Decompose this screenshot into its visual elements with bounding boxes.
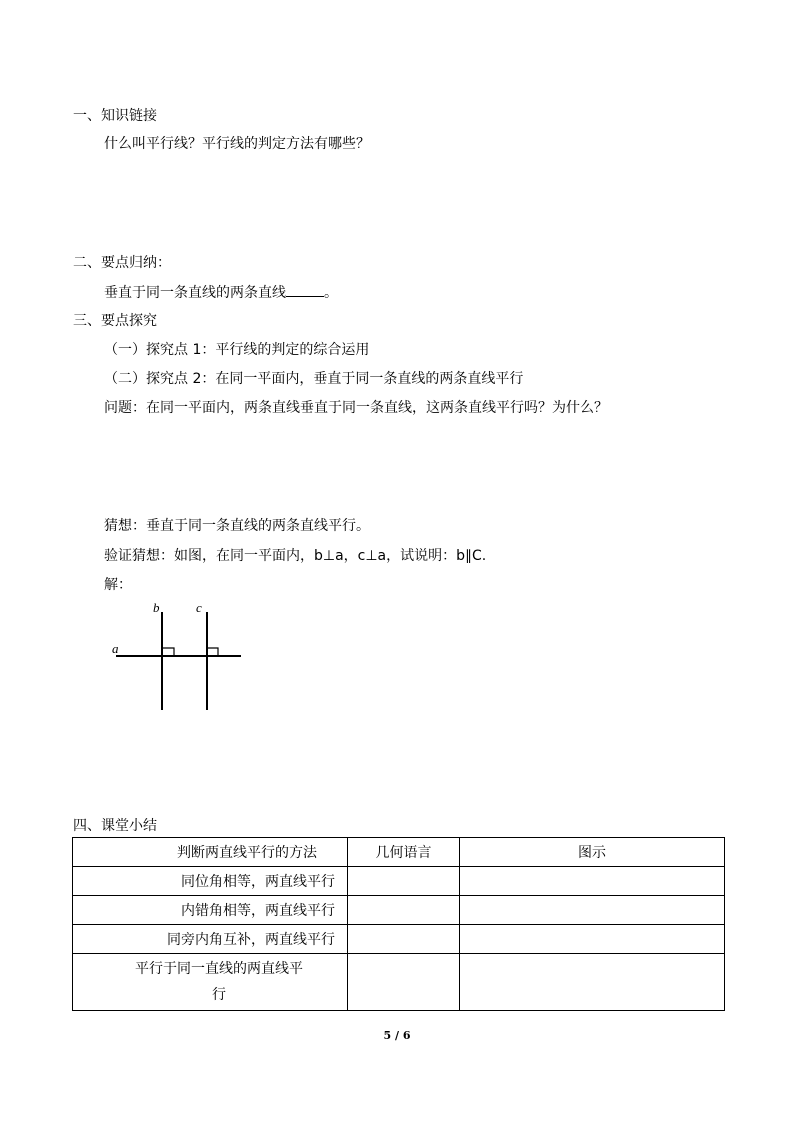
table-row <box>73 867 725 896</box>
diagram-cell[interactable] <box>460 867 725 896</box>
section2-heading: 二、要点归纳： <box>73 255 171 271</box>
label-a: a <box>112 641 119 656</box>
method-cell <box>73 954 348 1011</box>
section4-heading: 四、课堂小结 <box>73 818 157 834</box>
method-cell: 同位角相等，两直线平行 <box>73 867 348 896</box>
diagram-cell[interactable] <box>460 896 725 925</box>
table-header-row <box>73 838 725 867</box>
label-b: b <box>153 600 160 615</box>
diagram-cell[interactable] <box>460 925 725 954</box>
geometry-cell[interactable] <box>348 867 460 896</box>
section1-question: 什么叫平行线？平行线的判定方法有哪些？ <box>104 136 370 152</box>
section1-heading: 一、知识链接 <box>73 108 157 124</box>
method-cell: 内错角相等，两直线平行 <box>73 896 348 925</box>
geometry-cell[interactable] <box>348 896 460 925</box>
section2-statement <box>104 283 338 302</box>
method-cell: 同旁内角互补，两直线平行 <box>73 925 348 954</box>
method-line-1: 平行于同一直线的两直线平 <box>135 961 303 977</box>
table-row <box>73 925 725 954</box>
diagram-cell[interactable] <box>460 954 725 1011</box>
geometry-cell[interactable] <box>348 954 460 1011</box>
statement-suffix: 。 <box>324 285 338 301</box>
header-geometry-language: 几何语言 <box>348 838 460 867</box>
exploration-point-1: （一）探究点 1：平行线的判定的综合运用 <box>104 342 370 358</box>
guess-text: 猜想：垂直于同一条直线的两条直线平行。 <box>104 518 370 534</box>
exploration-point-2: （二）探究点 2：在同一平面内，垂直于同一条直线的两条直线平行 <box>104 371 524 387</box>
header-diagram: 图示 <box>460 838 725 867</box>
problem-text: 问题：在同一平面内，两条直线垂直于同一条直线，这两条直线平行吗？为什么？ <box>104 400 608 416</box>
table-row <box>73 954 725 1011</box>
summary-table <box>72 837 725 1011</box>
geometry-cell[interactable] <box>348 925 460 954</box>
perpendicular-lines-figure <box>103 598 243 712</box>
method-cell-text <box>73 956 335 1008</box>
section3-heading: 三、要点探究 <box>73 313 157 329</box>
method-line-2: 行 <box>212 987 226 1003</box>
verify-text: 验证猜想：如图，在同一平面内，b⊥a，c⊥a，试说明：b∥C. <box>104 548 487 564</box>
answer-blank[interactable] <box>286 283 324 297</box>
solution-label: 解： <box>104 577 132 593</box>
label-c: c <box>196 600 202 615</box>
page-number: 5 / 6 <box>383 1029 411 1042</box>
header-method: 判断两直线平行的方法 <box>73 838 348 867</box>
table-row <box>73 896 725 925</box>
statement-prefix: 垂直于同一条直线的两条直线 <box>104 285 286 301</box>
